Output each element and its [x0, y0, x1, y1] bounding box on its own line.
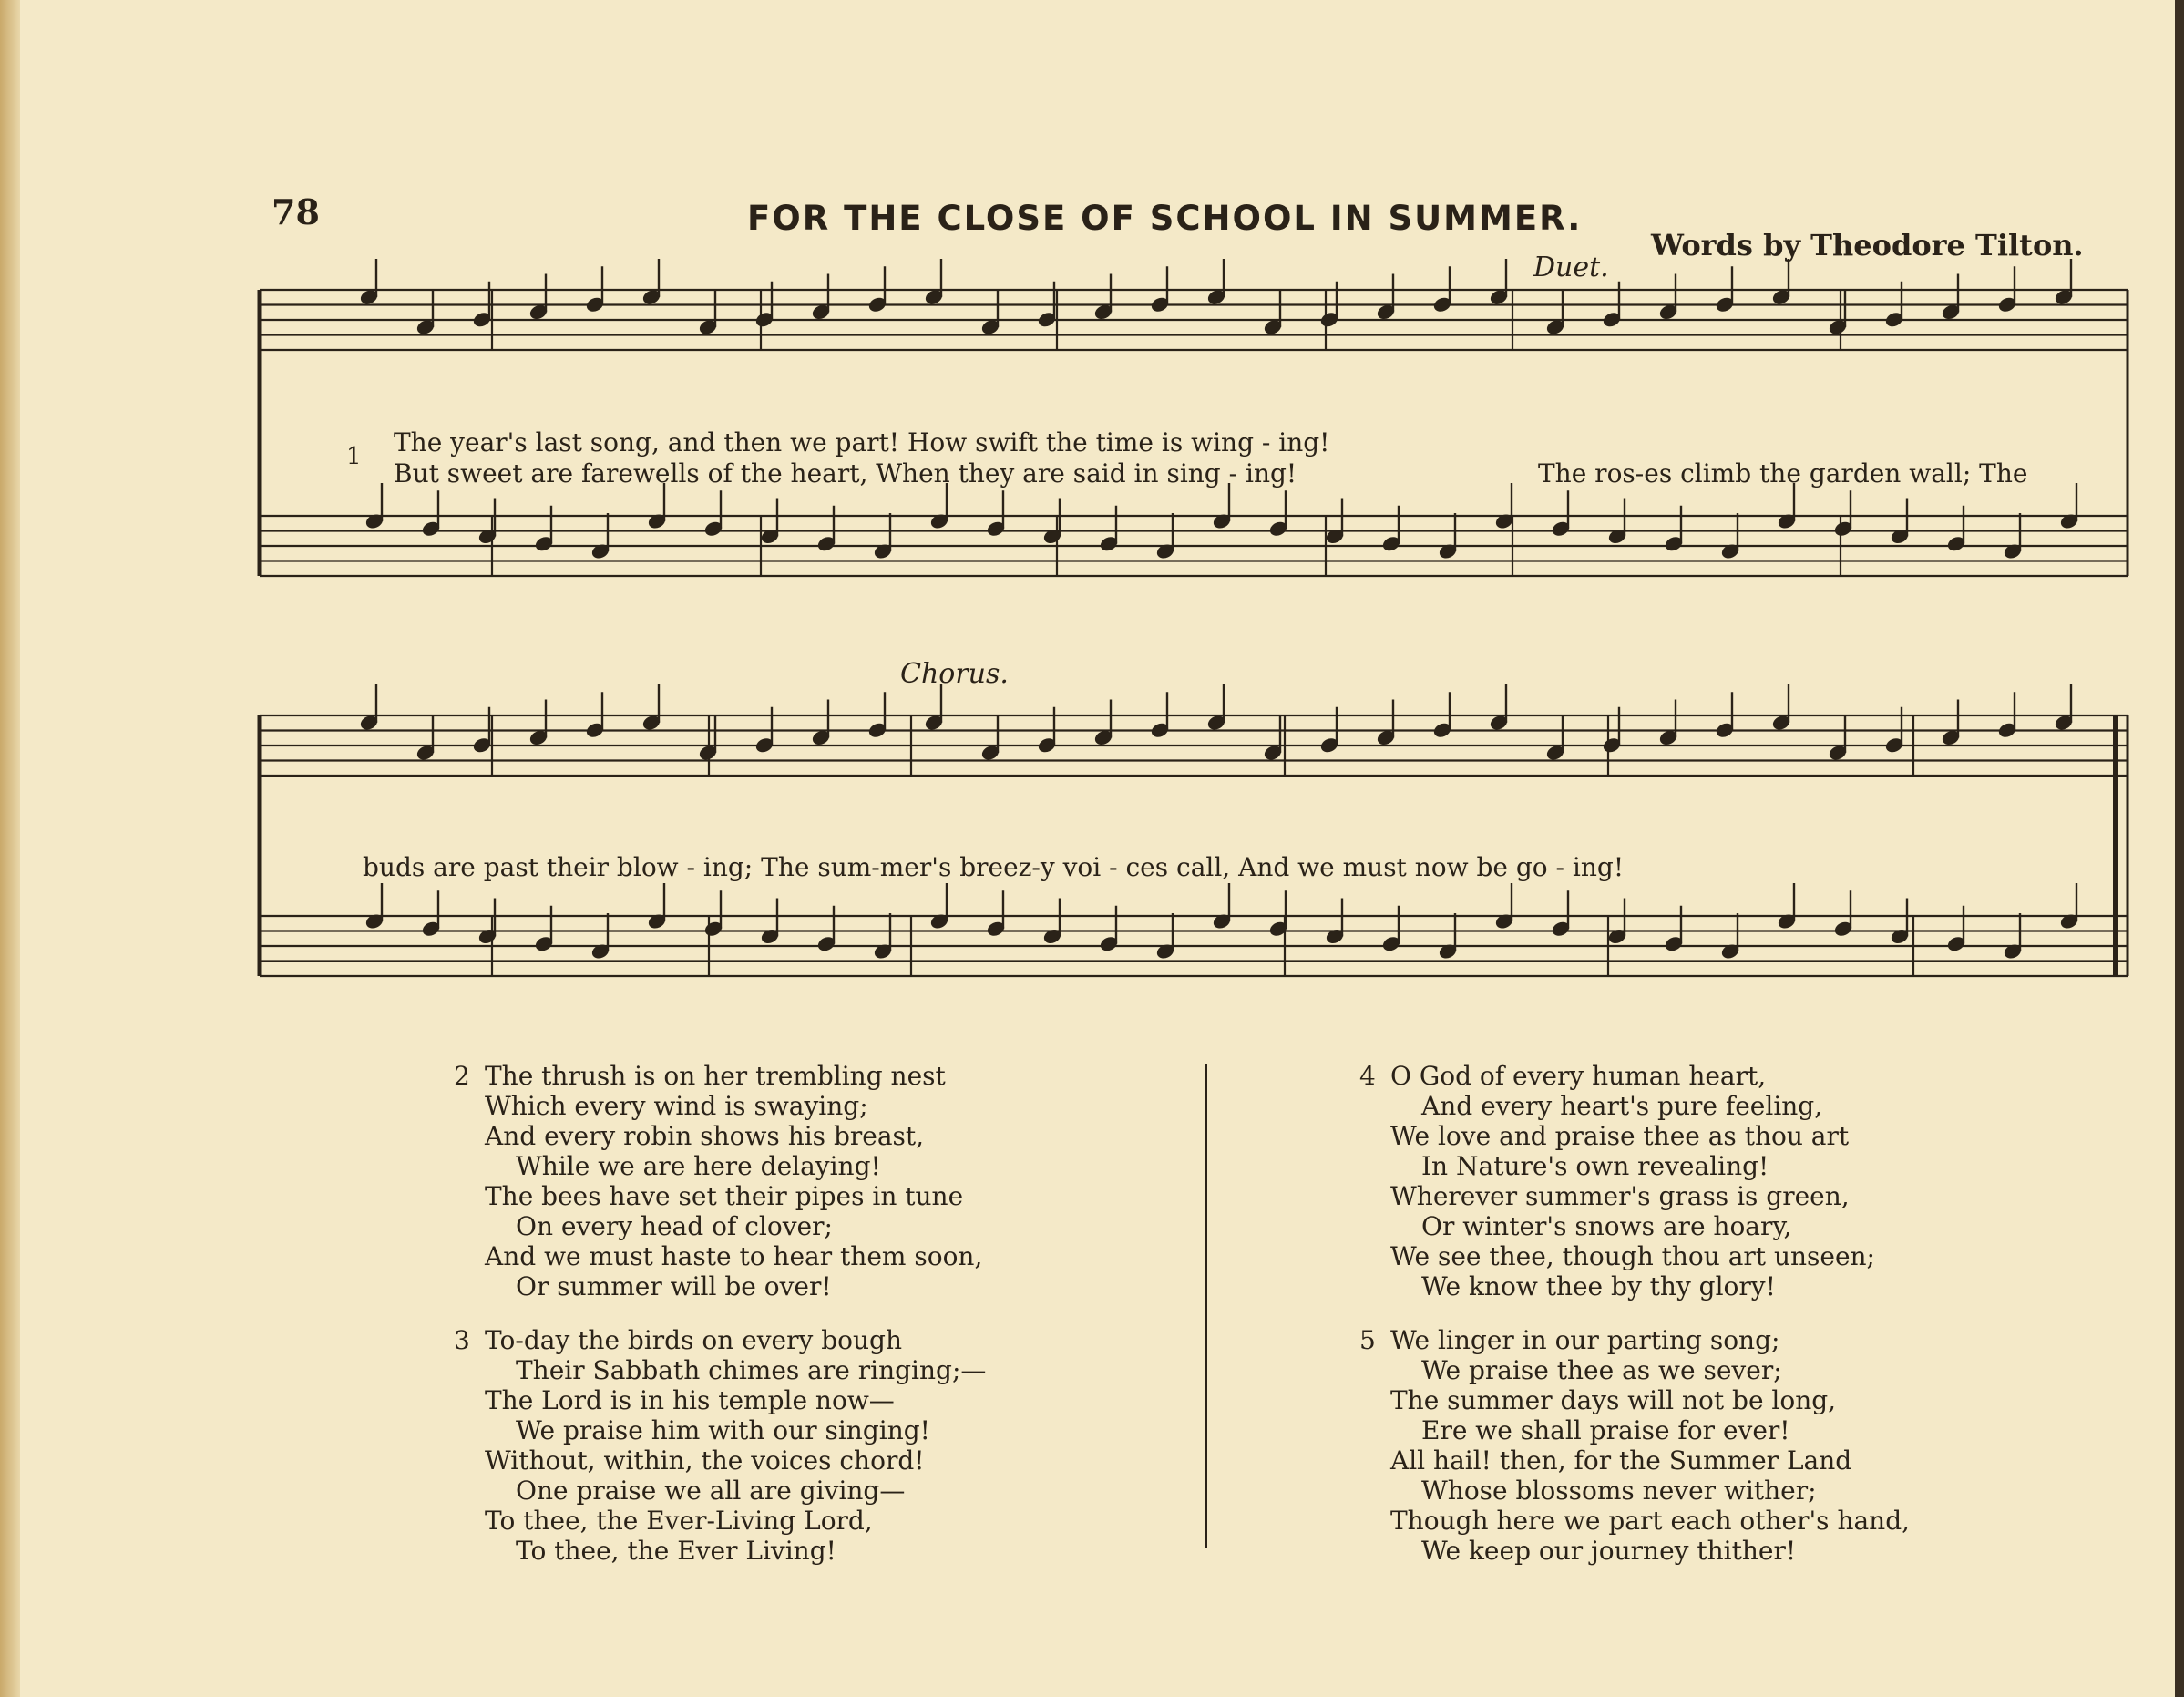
words-credit: Words by Theodore Tilton.	[1651, 228, 2084, 262]
stanza-number: 2	[454, 1061, 470, 1091]
stanza-5: 5 We linger in our parting song; We praise thee as we sever; The summer days will not be long, Ere we shall praise for ever! All hail! then, for the Summer Land Whose blossoms never wither; Though here we part each other's hand, We keep our journey thither!	[1359, 1325, 1911, 1566]
chorus-lyric-line: buds are past their blow - ing; The sum-mer's breez-y voi - ces call, And we must now be go - ing!	[363, 852, 1625, 882]
stanza-number: 5	[1359, 1325, 1376, 1355]
stanza-3: 3 To-day the birds on every bough Their Sabbath chimes are ringing;— The Lord is in his temple now— We praise him with our singing! Without, within, the voices chord! One praise we all are giving— To thee, the Ever-Living Lord, To thee, the Ever Living!	[454, 1325, 987, 1566]
duet-label: Duet.	[1533, 252, 1609, 283]
lyric-line-2: But sweet are farewells of the heart, When they are said in sing - ing!	[394, 458, 1297, 489]
chorus-label: Chorus.	[900, 658, 1009, 690]
stanza-2: 2 The thrush is on her trembling nest Which every wind is swaying; And every robin shows his breast, While we are here delaying! The bees have set their pipes in tune On every head of clover; And we must haste to hear them soon, Or summer will be over!	[454, 1061, 983, 1301]
lyric-line-1: The year's last song, and then we part! How swift the time is wing - ing!	[394, 427, 1330, 458]
page-number: 78	[272, 191, 320, 232]
stanza-number: 3	[454, 1325, 470, 1355]
stanza-4: 4 O God of every human heart, And every heart's pure feeling, We love and praise thee as thou art In Nature's own revealing! Wherever summer's grass is green, Or winter's snows are hoary, We see thee, though thou art unseen; We know thee by thy glory!	[1359, 1061, 1875, 1301]
stanza-number: 4	[1359, 1061, 1376, 1091]
verse-number: 1	[346, 443, 362, 470]
page-title: FOR THE CLOSE OF SCHOOL IN SUMMER.	[747, 199, 1583, 238]
column-divider	[1205, 1064, 1207, 1548]
lyric-line-2-continued: The ros-es climb the garden wall; The	[1538, 458, 2028, 489]
